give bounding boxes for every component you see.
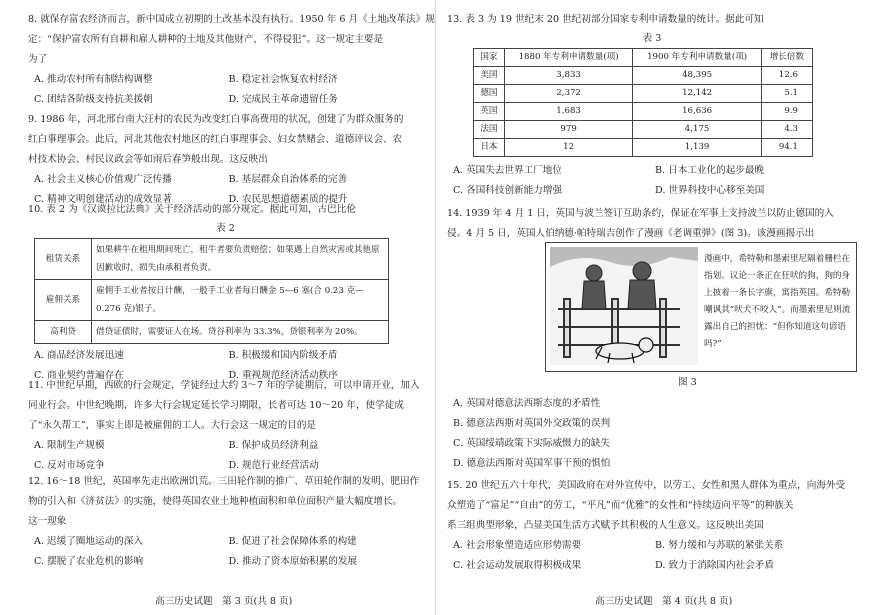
question-15-option-a[interactable]: A. 社会形象塑造适应形势需要 xyxy=(453,540,582,551)
question-13-option-d[interactable]: D. 世界科技中心移至美国 xyxy=(655,185,765,196)
table-3-country: 日本 xyxy=(474,139,505,157)
table-3-cell: 5.1 xyxy=(761,85,812,103)
question-12-options xyxy=(28,532,423,572)
page-footer-right: 高三历史试题 第 4 页(共 8 页) xyxy=(595,596,733,607)
right-page xyxy=(435,0,870,615)
question-9-option-d[interactable]: D. 农民思想道德素质的提升 xyxy=(228,194,348,205)
table-3-header: 1900 年专利申请数量(项) xyxy=(633,49,762,67)
question-8-stem-line-1: 8. 就保存富农经济而言，新中国成立初期的土改基本没有执行。1950 年 6 月《土地改革法》规 xyxy=(28,14,435,25)
table-row xyxy=(35,239,389,280)
table-2 xyxy=(34,238,389,344)
table-row xyxy=(474,85,813,103)
question-15-options xyxy=(447,536,857,576)
question-15-stem-line-2: 众塑造了“富足”“自由”的劳工，“平凡”而“优雅”的女性和“持续迈向平等”的种族关 xyxy=(447,500,794,511)
question-11-option-a[interactable]: A. 限制生产规模 xyxy=(34,440,105,451)
table-3-cell: 1,139 xyxy=(633,139,762,157)
question-8-option-b[interactable]: B. 稳定社会恢复农村经济 xyxy=(228,74,338,85)
question-14-option-b[interactable]: B. 德意法西斯对英国外交政策的误判 xyxy=(453,418,611,429)
question-10-option-d[interactable]: D. 重视规范经济活动秩序 xyxy=(228,370,338,381)
table-2-value: 如果耕牛在租用期间死亡，租牛者要负责赔偿；如果遇上自然灾害或其他原因歉收时，损失由承租者负责。 xyxy=(92,239,389,280)
question-10-option-a[interactable]: A. 商品经济发展迅速 xyxy=(34,350,124,361)
question-9-stem-line-1: 9. 1986 年，河北邢台南大汪村的农民为改变红白事高费用的状况，创建了为群众服务的 xyxy=(28,114,404,125)
question-12 xyxy=(28,472,423,572)
figure-3-caption-part-1: 漫画中，希特勒和墨索里尼隔着栅栏在指划、议论一条正在狂吠的狗，狗的身上披着一条长字旗，寓指英国。希特勒嘲讽其“吠犬不咬 xyxy=(704,254,851,315)
table-3-cell: 12 xyxy=(504,139,633,157)
table-row xyxy=(474,139,813,157)
table-3-cell: 16,636 xyxy=(633,103,762,121)
table-3-header: 国家 xyxy=(474,49,505,67)
question-9-option-b[interactable]: B. 基层群众自治体系的完善 xyxy=(228,174,348,185)
question-15-option-d[interactable]: D. 致力于消除国内社会矛盾 xyxy=(655,560,774,571)
question-13-stem-line-1: 13. 表 3 为 19 世纪末 20 世纪初部分国家专利申请数量的统计。据此可知 xyxy=(447,14,764,25)
table-3-country: 法国 xyxy=(474,121,505,139)
table-2-key: 高利贷 xyxy=(35,321,92,344)
table-row xyxy=(35,321,389,344)
table-row xyxy=(474,103,813,121)
question-11-stem-line-2: 同业行会。中世纪晚期，许多大行会规定延长学习期限，长者可达 10～20 年，使学徒成 xyxy=(28,400,404,411)
question-14-stem-line-2: 侵。4 月 5 日，英国人伯纳德·帕特瑞吉创作了漫画《老调重弹》(图 3)。该漫画揭示出 xyxy=(447,228,815,239)
table-2-value: 借贷证债时，需要证人在场。贷谷利率为 33.3%，贷银利率为 20%。 xyxy=(92,321,389,344)
question-11-options xyxy=(28,436,423,476)
table-2-key: 租赁关系 xyxy=(35,239,92,280)
table-3-cell: 9.9 xyxy=(761,103,812,121)
table-row xyxy=(474,121,813,139)
table-row xyxy=(35,280,389,321)
figure-3-label: 图 3 xyxy=(678,377,697,388)
question-8-option-c[interactable]: C. 团结各阶级支持抗美援朝 xyxy=(34,94,153,105)
question-13-option-b[interactable]: B. 日本工业化的起步最晚 xyxy=(655,165,765,176)
question-14-options xyxy=(447,394,857,474)
question-8-stem-line-2: 定：“保护富农所有自耕和雇人耕种的土地及其他财产，不得侵犯”。这一规定主要是 xyxy=(28,34,384,45)
cartoon-illustration xyxy=(550,247,698,365)
table-3-cell: 12,142 xyxy=(633,85,762,103)
question-10-stem-line-1: 10. 表 2 为《汉谟拉比法典》关于经济活动的部分规定。据此可知，古巴比伦 xyxy=(28,204,356,215)
question-9 xyxy=(28,110,423,210)
question-12-option-d[interactable]: D. 推动了资本原始积累的发展 xyxy=(228,556,358,567)
table-3-cell: 979 xyxy=(504,121,633,139)
question-15-stem-line-3: 系三组典型形象，凸显美国生活方式赋予其积极的人生意义。这反映出美国 xyxy=(447,520,764,531)
table-3-country: 英国 xyxy=(474,103,505,121)
question-13-options xyxy=(447,161,857,201)
table-2-key: 雇佣关系 xyxy=(35,280,92,321)
figure-3-cartoon xyxy=(545,242,857,372)
table-3-cell: 4.3 xyxy=(761,121,812,139)
question-12-option-a[interactable]: A. 迟缓了圈地运动的深入 xyxy=(34,536,143,547)
table-3-header: 增长倍数 xyxy=(761,49,812,67)
table-3 xyxy=(473,48,813,157)
question-15 xyxy=(447,476,857,576)
question-11-stem-line-1: 11. 中世纪早期，西欧的行会规定，学徒经过大约 3～7 年的学徒期后，可以申请开业，加入 xyxy=(28,380,420,391)
question-8 xyxy=(28,10,435,110)
table-3-country: 德国 xyxy=(474,85,505,103)
page-footer-left: 高三历史试题 第 3 页(共 8 页) xyxy=(155,596,293,607)
question-14-option-c[interactable]: C. 英国绥靖政策下实际威慑力的缺失 xyxy=(453,438,611,449)
table-3-country: 美国 xyxy=(474,67,505,85)
question-12-stem-line-3: 这一现象 xyxy=(28,516,67,527)
question-14-option-d[interactable]: D. 德意法西斯对英国军事干预的惧怕 xyxy=(453,458,611,469)
table-3-cell: 12.6 xyxy=(761,67,812,85)
question-13-option-a[interactable]: A. 英国失去世界工厂地位 xyxy=(453,165,562,176)
question-9-stem-line-2: 红白事理事会。此后，河北其他农村地区的红白事理事会、妇女禁赌会、道德评议会、农 xyxy=(28,134,403,145)
question-9-option-c[interactable]: C. 精神文明创建活动的成效显著 xyxy=(34,194,172,205)
question-11 xyxy=(28,376,423,476)
table-3-cell: 4,175 xyxy=(633,121,762,139)
table-3-cell: 94.1 xyxy=(761,139,812,157)
question-11-option-c[interactable]: C. 反对市场竞争 xyxy=(34,460,105,471)
question-14-stem-line-1: 14. 1939 年 4 月 1 日，英国与波兰签订互助条约，保证在军事上支持波兰以防止德国的入 xyxy=(447,208,834,219)
figure-3-caption-part-2: 人”。而墨索里尼则流露出自己的担忧：“但你知道这句谚语吗?” xyxy=(704,305,851,349)
table-header-row xyxy=(474,49,813,67)
table-3-cell: 1,683 xyxy=(504,103,633,121)
question-12-option-b[interactable]: B. 促进了社会保障体系的构建 xyxy=(228,536,357,547)
question-14-options-block xyxy=(447,394,857,474)
question-10 xyxy=(28,200,423,386)
question-15-option-c[interactable]: C. 社会运动发展取得积极成果 xyxy=(453,560,582,571)
question-14-option-a[interactable]: A. 英国对德意法西斯态度的矛盾性 xyxy=(453,398,601,409)
question-15-stem-line-1: 15. 20 世纪五六十年代，美国政府在对外宣传中，以劳工、女性和黑人群体为重点，向海外受 xyxy=(447,480,846,491)
question-13 xyxy=(447,10,857,201)
question-11-stem-line-3: 了“永久帮工”，事实上即是被雇佣的工人。大行会这一规定的目的是 xyxy=(28,420,317,431)
table-3-cell: 3,833 xyxy=(504,67,633,85)
table-3-cell: 48,395 xyxy=(633,67,762,85)
question-13-option-c[interactable]: C. 各国科技创新能力增强 xyxy=(453,185,563,196)
question-12-option-c[interactable]: C. 摆脱了农业危机的影响 xyxy=(34,556,144,567)
table-2-caption: 表 2 xyxy=(216,223,235,234)
table-3-cell: 2,372 xyxy=(504,85,633,103)
question-8-stem-line-3: 为了 xyxy=(28,54,48,65)
table-2-value: 雇佣手工业者按日计酬，一般手工业者每日酬金 5—6 塞(合 0.23 克—0.276 克)银子。 xyxy=(92,280,389,321)
question-10-option-c[interactable]: C. 商业契约普遍存在 xyxy=(34,370,124,381)
question-9-stem-line-3: 村技术协会、村民议政会等如雨后春笋般出现。这反映出 xyxy=(28,154,268,165)
question-12-stem-line-1: 12. 16～18 世纪，英国率先走出欧洲饥荒。三田轮作制的推广、草田轮作制的发明、肥田作 xyxy=(28,476,420,487)
question-11-option-b[interactable]: B. 保护成员经济利益 xyxy=(228,440,319,451)
question-14 xyxy=(447,204,857,244)
question-11-option-d[interactable]: D. 规范行业经营活动 xyxy=(228,460,319,471)
question-10-option-b[interactable]: B. 积极缓和国内阶级矛盾 xyxy=(228,350,338,361)
table-row xyxy=(474,67,813,85)
table-3-header: 1880 年专利申请数量(项) xyxy=(504,49,633,67)
figure-3-caption-text xyxy=(704,251,854,353)
question-8-option-a[interactable]: A. 推动农村所有制结构调整 xyxy=(34,74,153,85)
question-8-option-d[interactable]: D. 完成民主革命遗留任务 xyxy=(228,94,338,105)
question-12-stem-line-2: 物的引入和《济贫法》的实施，使得英国农业土地种植面积和单位面积产量大幅度增长。 xyxy=(28,496,403,507)
question-9-option-a[interactable]: A. 社会主义核心价值观广泛传播 xyxy=(34,174,172,185)
table-3-caption: 表 3 xyxy=(642,33,662,44)
question-15-option-b[interactable]: B. 努力缓和与苏联的紧张关系 xyxy=(655,540,784,551)
question-8-options xyxy=(28,70,423,110)
